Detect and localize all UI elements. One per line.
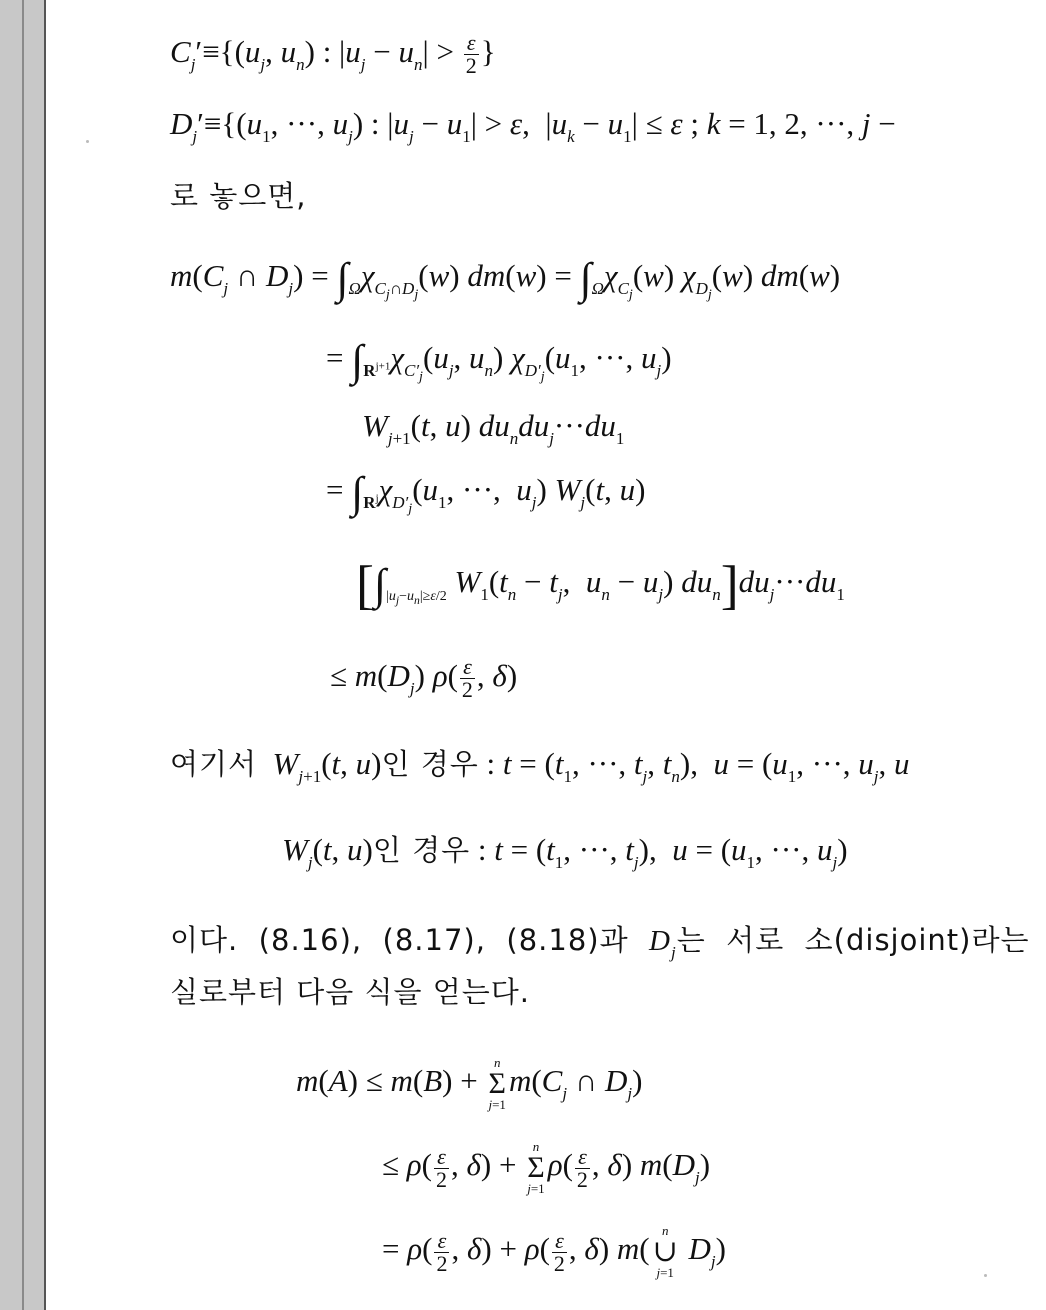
eq1-line5: [$\int_{|u_j-u_n|\ge\varepsilon/2}$ $W_1(t_n - t_j$, $u_n - u_j$) $du_n]du_j\cdot\cdot\cdot du_1$: [356, 554, 845, 615]
where-line-1: 여기서 $W_{j+1}(t$, u)인 경우 : $t = (t_1$, ···, $t_j$, $t_n$), $u = (u_1$, ···, $u_j$, u: [170, 746, 910, 786]
eq1-line2: = $\int_{R^{j+1}}\chi_{C'_j}(u_j$, $u_n$) $\chi_{D'_j}(u_1$, ···, $u_j$): [326, 335, 672, 385]
text-ro-noeumyeon: 로 놓으면,: [170, 179, 307, 213]
eq1-line4: = $\int_{R^j}\chi_{D'_j}(u_1$, ···, $u_j$) $W_j(t$, u): [326, 467, 646, 517]
eq2-line2: ≤ ρ( $\frac{\varepsilon}{2}$ , δ) + n Σ j=1ρ( $\frac{\varepsilon}{2}$ , δ) $m(D_j)$: [382, 1139, 711, 1196]
page-left-margin-bar: [0, 0, 46, 1310]
where-line-2: $W_j(t$, u)인 경우 : $t = (t_1$, ···, $t_j$), $u = (u_1$, ···, $u_j$): [282, 832, 848, 872]
eq2-line1: m(A) ≤ m(B) + n Σ $j=1m(C_j$ ∩ $D_j$): [296, 1055, 643, 1112]
paragraph-line-1: 이다. (8.16), (8.17), (8.18)과 $D_j$는 서로 소(disjoint)라는: [170, 923, 1030, 962]
paragraph-line-2: 실로부터 다음 식을 얻는다.: [170, 975, 531, 1009]
eq2-line3: = ρ( $\frac{\varepsilon}{2}$ , δ) + ρ( $\frac{\varepsilon}{2}$ , δ) m(n ∪ j=1 $D_j$): [382, 1223, 726, 1280]
c-prime-definition: $C_j'\equiv\{(u_j$, $u_n$) : $|u_j - u_n|$ > $\frac{\varepsilon}{2}$ }: [170, 30, 496, 79]
scanned-page: [46, 0, 1046, 1310]
scan-speck: [86, 140, 89, 143]
eq1-line6: ≤ $m(D_j)$ ρ( $\frac{\varepsilon}{2}$ , δ): [330, 654, 518, 703]
d-prime-definition: $D_j'\equiv\{(u_1$, ···, $u_j$) : $|u_j - u_1| > \varepsilon$, $|u_k - u_1| \le \varepsilon$ ; k = 1, 2, ···, j −: [170, 106, 896, 146]
scan-speck: [984, 1274, 987, 1277]
eq1-line3: $W_{j+1}(t$, u) $du_ndu_j\cdot\cdot\cdot du_1$: [362, 408, 625, 448]
eq1-line1: $m(C_j$ ∩ $D_j) = \int_\Omega\chi_{C_j\cap D_j}(w)$ $dm(w) = \int_\Omega\chi_{C_j}(w)$ $\chi_{D_j}(w)$ dm(w): [170, 253, 841, 303]
